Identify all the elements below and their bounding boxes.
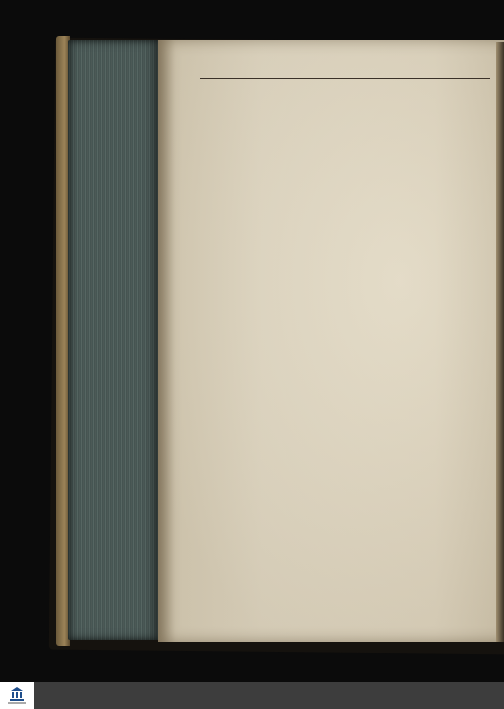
slub-library-icon[interactable] <box>3 684 31 706</box>
viewer-footer-bar <box>34 682 504 709</box>
page-text <box>200 58 490 101</box>
page-right-edge <box>496 42 504 642</box>
page-header <box>200 58 490 79</box>
book-page <box>158 40 504 642</box>
page-edges <box>68 40 160 640</box>
